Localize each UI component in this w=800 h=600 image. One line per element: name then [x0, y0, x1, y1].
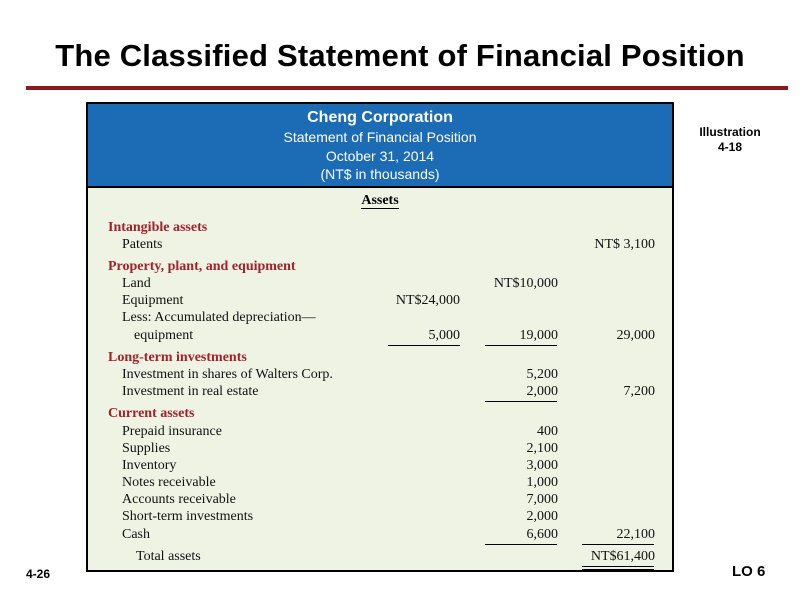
section-ppe: Property, plant, and equipment	[108, 259, 296, 274]
underline-depreciation	[388, 345, 460, 346]
statement-units: (NT$ in thousands)	[320, 166, 440, 182]
underline-cash	[485, 544, 557, 545]
value-real-estate: 2,000	[526, 384, 558, 399]
value-prepaid: 400	[537, 424, 558, 439]
double-underline-top	[582, 566, 654, 567]
row-label-patents: Patents	[122, 237, 163, 252]
slide-title: The Classified Statement of Financial Position	[55, 38, 745, 73]
row-label-short-term: Short-term investments	[122, 509, 254, 524]
statement-date: October 31, 2014	[325, 148, 435, 164]
section-intangible-assets: Intangible assets	[108, 220, 208, 235]
company-name: Cheng Corporation	[307, 109, 453, 126]
title-rule	[26, 86, 788, 90]
value-total-current: 22,100	[616, 527, 655, 542]
statement-name: Statement of Financial Position	[283, 129, 477, 145]
value-depreciation: 5,000	[428, 328, 460, 343]
illustration-label	[690, 125, 770, 155]
section-current-assets: Current assets	[108, 406, 195, 421]
illustration-line1: Illustration	[699, 125, 761, 139]
row-label-accounts: Accounts receivable	[122, 492, 236, 507]
illustration-number: 4-18	[717, 140, 743, 154]
row-label-notes: Notes receivable	[122, 475, 216, 490]
row-label-equipment-dep: equipment	[134, 328, 194, 343]
value-supplies: 2,100	[526, 441, 558, 456]
assets-heading	[88, 193, 672, 209]
row-label-total-assets: Total assets	[136, 549, 201, 564]
underline-real-estate	[485, 401, 557, 402]
row-label-cash: Cash	[122, 527, 150, 542]
statement-header	[88, 104, 672, 188]
section-long-term-investments: Long-term investments	[108, 350, 247, 365]
value-net-equipment: 19,000	[519, 328, 558, 343]
row-label-less-depreciation: Less: Accumulated depreciation—	[122, 310, 316, 325]
page-number: 4-26	[26, 567, 51, 581]
row-label-supplies: Supplies	[122, 441, 171, 456]
learning-objective: LO 6	[732, 563, 766, 580]
row-label-inventory: Inventory	[122, 458, 177, 473]
value-land: NT$10,000	[493, 276, 558, 291]
value-inventory: 3,000	[526, 458, 558, 473]
value-cash: 6,600	[526, 527, 558, 542]
value-walters: 5,200	[526, 367, 558, 382]
row-label-walters: Investment in shares of Walters Corp.	[122, 367, 333, 382]
value-equipment: NT$24,000	[395, 293, 460, 308]
value-patents: NT$ 3,100	[594, 237, 655, 252]
value-accounts: 7,000	[526, 492, 558, 507]
underline-net-equipment	[485, 345, 557, 346]
row-label-land: Land	[122, 276, 151, 291]
value-short-term: 2,000	[526, 509, 558, 524]
assets-heading-text: Assets	[361, 193, 399, 208]
row-label-real-estate: Investment in real estate	[122, 384, 259, 399]
value-total-investments: 7,200	[623, 384, 655, 399]
row-label-prepaid: Prepaid insurance	[122, 424, 222, 439]
value-total-assets: NT$61,400	[590, 549, 655, 564]
financial-statement	[86, 102, 674, 572]
double-underline-bottom	[582, 569, 654, 570]
value-notes: 1,000	[526, 475, 558, 490]
value-total-ppe: 29,000	[616, 328, 655, 343]
row-label-equipment: Equipment	[122, 293, 184, 308]
underline-total-current	[582, 544, 654, 545]
